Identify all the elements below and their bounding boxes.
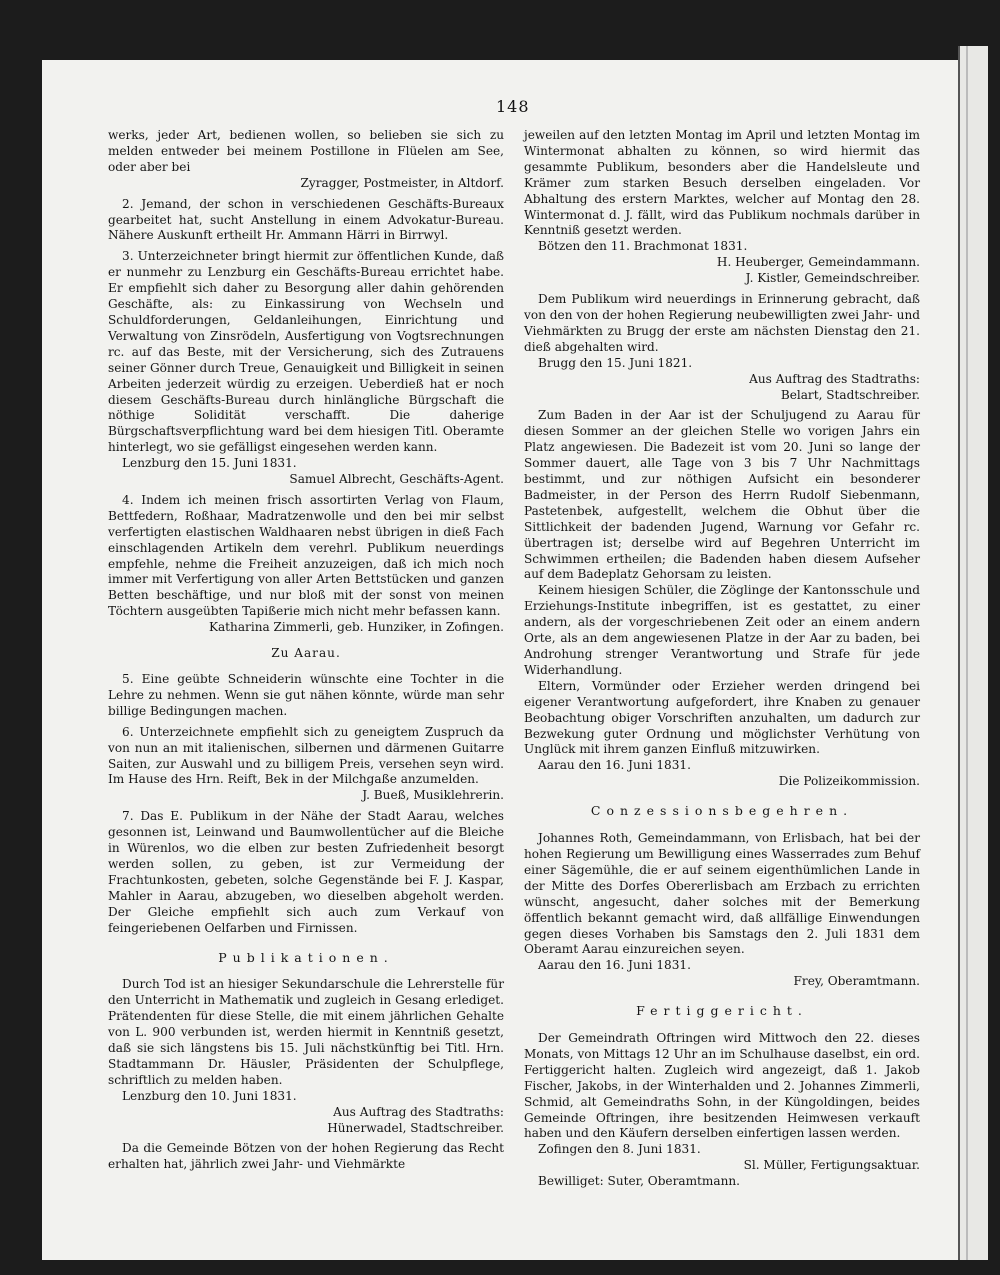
publication-3: Dem Publikum wird neuerdings in Erinnerung gebracht, daß von den von der hohen Regierung neubewilligten zwei Jahr- und Viehmärkten zu Brugg der erste am nächsten Dienstag den 21. dieß abgehalten wird.: [524, 292, 920, 354]
publication-2-signature-1: H. Heuberger, Gemeindammann.: [716, 255, 920, 270]
publication-2-continued: jeweilen auf den letzten Montag im April und letzten Montag im Wintermonat abhalten zu können, so wird hiermit das gesammte Publikum, besonders aber die Handelsleute und Krämer zum starken Besuch derselben eingeladen. Vor Abhaltung des erstern Marktes, welcher auf Montag den 28. Wintermonat d. J. fällt, wird das Publikum nochmals darüber in Kenntniß gesetzt werden.: [524, 128, 920, 238]
publication-2-date: Bötzen den 11. Brachmonat 1831.: [538, 239, 748, 254]
page-number: 148: [496, 97, 530, 116]
heading-fertiggericht: Fertiggericht.: [636, 1003, 808, 1019]
heading-conzessionsbegehren: Conzessionsbegehren.: [590, 803, 854, 819]
publication-3-date: Brugg den 15. Juni 1821.: [538, 355, 693, 370]
publication-1-signature-2: Hünerwadel, Stadtschreiber.: [327, 1120, 504, 1135]
notice-2: 2. Jemand, der schon in verschiedenen Geschäfts-Bureaux gearbeitet hat, sucht Anstellung in einem Advokatur-Bureau. Nähere Auskunft ertheilt Hr. Ammann Härri in Birrwyl.: [108, 196, 504, 243]
concession-date: Aarau den 16. Juni 1831.: [538, 958, 691, 973]
concession-signature: Frey, Oberamtmann.: [793, 974, 920, 989]
publication-4-date: Aarau den 16. Juni 1831.: [538, 758, 691, 773]
notice-3-signature: Samuel Albrecht, Geschäfts-Agent.: [289, 472, 504, 487]
publication-4: Zum Baden in der Aar ist der Schuljugend zu Aarau für diesen Sommer an der gleichen Stelle wo vorigen Jahrs ein Platz angewiesen. Die Badezeit ist vom 20. Juni so lange der Sommer dauert, alle Tage von 3 bis 7 Uhr Nachmittags bestimmt, und zur nöthigen Aufsicht ein besonderer Badmeister, in der Person des Herrn Rudolf Siebenmann, Pastetenbek, aufgestellt, welchem die Obhut über die Sittlichkeit der badenden Jugend, Warnung vor Gefahr rc. übertragen ist; derselbe wird auf Begehren Unterricht im Schwimmen ertheilen; die Badenden haben diesem Aufseher auf dem Badeplatz Gehorsam zu leisten.: [524, 408, 920, 582]
publication-4-part-3: Eltern, Vormünder oder Erzieher werden dringend bei eigener Verantwortung aufgefordert, ihre Knaben zu genauer Beobachtung obiger Vorschriften anzuhalten, um dadurch zur Bezwekung guter Ordnung und möglichster Verhütung von Unglück mit ihrem ganzen Einfluß mitzuwirken.: [524, 678, 920, 757]
notice-1-text: werks, jeder Art, bedienen wollen, so belieben sie sich zu melden entweder bei meinem Postillone in Flüelen am See, oder aber bei: [108, 128, 504, 174]
notice-1-signature: Zyragger, Postmeister, in Altdorf.: [300, 175, 504, 190]
heading-publikationen: Publikationen.: [218, 949, 394, 965]
fertiggericht-approval: Bewilliget: Suter, Oberamtmann.: [538, 1174, 741, 1189]
section-zu-aarau: Zu Aarau.: [271, 646, 341, 661]
publication-4-part-2: Keinem hiesigen Schüler, die Zöglinge der Kantonsschule und Erziehungs-Institute inbegriffen, ist es gestattet, zu einer andern, als der vorgeschriebenen Zeit oder an einem andern Orte, als an dem angewiesenen Platze in der Aar zu baden, bei Androhung strenger Verantwortung und Strafe für jede Widerhandlung.: [524, 583, 920, 677]
publication-2-start: Da die Gemeinde Bötzen von der hohen Regierung das Recht erhalten hat, jährlich zwei Jahr- und Viehmärkte: [108, 1141, 504, 1172]
fertiggericht-signature: Sl. Müller, Fertigungsaktuar.: [743, 1158, 920, 1173]
publication-3-signature-1: Aus Auftrag des Stadtraths:: [749, 371, 920, 386]
fertiggericht-notice: Der Gemeindrath Oftringen wird Mittwoch den 22. dieses Monats, von Mittags 12 Uhr an im Schulhause daselbst, ein ord. Fertiggericht halten. Zugleich wird angezeigt, daß 1. Jakob Fischer, Jakobs, in der Winterhalden und 2. Johannes Zimmerli, Schmid, alt Gemeindraths Sohn, in der Küngoldingen, beides Gemeinde Oftringen, ihre besitzenden Heimwesen verkauft haben und den Käufern derselben einfertigen lassen werden.: [524, 1031, 920, 1141]
notice-4-signature: Katharina Zimmerli, geb. Hunziker, in Zofingen.: [208, 620, 504, 635]
publication-1-signature-1: Aus Auftrag des Stadtraths:: [333, 1104, 504, 1119]
right-column: [524, 128, 920, 1190]
notice-3: 3. Unterzeichneter bringt hiermit zur öffentlichen Kunde, daß er nunmehr zu Lenzburg ein Geschäfts-Bureau errichtet habe. Er empfiehlt sich daher zu Besorgung aller dahin gehörenden Geschäfte, als: zu Einkassirung von Wechseln und Schuldforderungen, Geldanleihungen, Einrichtung und Verwaltung von Zinsrödeln, Ausfertigung von Vogtsrechnungen rc. auf das Beste, mit der Versicherung, sich des Zutrauens seiner Gönner durch Treue, Genauigkeit und Billigkeit in seinen Arbeiten jederzeit würdig zu erzeigen. Ueberdieß hat er noch diesem Geschäfts-Bureau durch hinlängliche Bürgschaft die nöthige Solidität verschafft. Die daherige Bürgschaftsverpflichtung ward bei dem hiesigen Titl. Oberamte hinterlegt, wo sie gefälligst eingesehen werden kann.: [108, 249, 504, 455]
notice-7: 7. Das E. Publikum in der Nähe der Stadt Aarau, welches gesonnen ist, Leinwand und Baumwollentücher auf die Bleiche in Würenlos, wo die elben zur besten Zufriedenheit besorgt werden sollen, zu geben, ist zur Vermeidung der Frachtunkosten, gebeten, solche Gegenstände bei F. J. Kaspar, Mahler in Aarau, abzugeben, wo dieselben abgeholt werden. Der Gleiche empfiehlt sich auch zum Verkauf von feingeriebenen Oelfarben und Firnissen.: [108, 809, 504, 935]
notice-6-signature: J. Bueß, Musiklehrerin.: [362, 788, 504, 803]
publication-4-signature: Die Polizeikommission.: [778, 774, 920, 789]
notice-6: 6. Unterzeichnete empfiehlt sich zu geneigtem Zuspruch da von nun an mit italienischen, silbernen und därmenen Guitarre Saiten, zur Auswahl und zu billigem Preis, versehen seyn wird. Im Hause des Hrn. Reift, Bek in der Milchgaße anzumelden.: [108, 724, 504, 787]
next-page-edge: [958, 46, 988, 1260]
notice-3-date: Lenzburg den 15. Juni 1831.: [122, 456, 297, 471]
publication-3-signature-2: Belart, Stadtschreiber.: [780, 387, 920, 402]
left-column: [108, 128, 504, 1173]
fertiggericht-date: Zofingen den 8. Juni 1831.: [538, 1142, 701, 1157]
publication-1: Durch Tod ist an hiesiger Sekundarschule die Lehrerstelle für den Unterricht in Mathematik und zugleich in Gesang erlediget. Prätendenten für diese Stelle, die mit einem jährlichen Gehalte von L. 900 verbunden ist, werden hiermit in Kenntniß gesetzt, daß sie sich längstens bis 15. Juli nächstkünftig bei Titl. Hrn. Stadtammann Dr. Häusler, Präsidenten der Schulpflege, schriftlich zu melden haben.: [108, 977, 504, 1087]
publication-2-signature-2: J. Kistler, Gemeindschreiber.: [745, 271, 920, 286]
publication-1-date: Lenzburg den 10. Juni 1831.: [122, 1088, 297, 1103]
notice-5: 5. Eine geübte Schneiderin wünschte eine Tochter in die Lehre zu nehmen. Wenn sie gut nähen könnte, würde man sehr billige Bedingungen machen.: [108, 672, 504, 718]
concession-notice: Johannes Roth, Gemeindammann, von Erlisbach, hat bei der hohen Regierung um Bewilligung eines Wasserrades zum Behuf einer Sägemühle, die er auf seinem eigenthümlichen Lande in der Mitte des Dorfes Obererlisbach am Erzbach zu errichten wünscht, angesucht, daher solches mit der Bemerkung öffentlich bekannt gemacht wird, daß allfällige Einwendungen gegen dieses Vorhaben bis Samstags den 2. Juli 1831 dem Oberamt Aarau einzureichen seyen.: [524, 831, 920, 957]
notice-4: 4. Indem ich meinen frisch assortirten Verlag von Flaum, Bettfedern, Roßhaar, Madratzenwolle und den bei mir selbst verfertigten elastischen Waldhaaren nebst übrigen in dieß Fach einschlagenden Artikeln dem verehrl. Publikum neuerdings empfehle, nehme die Freiheit anzuzeigen, daß ich mich noch immer mit Verfertigung von aller Arten Bettstücken und ganzen Betten beschäftige, und nur bloß mit der sonst von meinen Töchtern ausgeübten Tapißerie mich nicht mehr befassen kann.: [108, 492, 504, 619]
